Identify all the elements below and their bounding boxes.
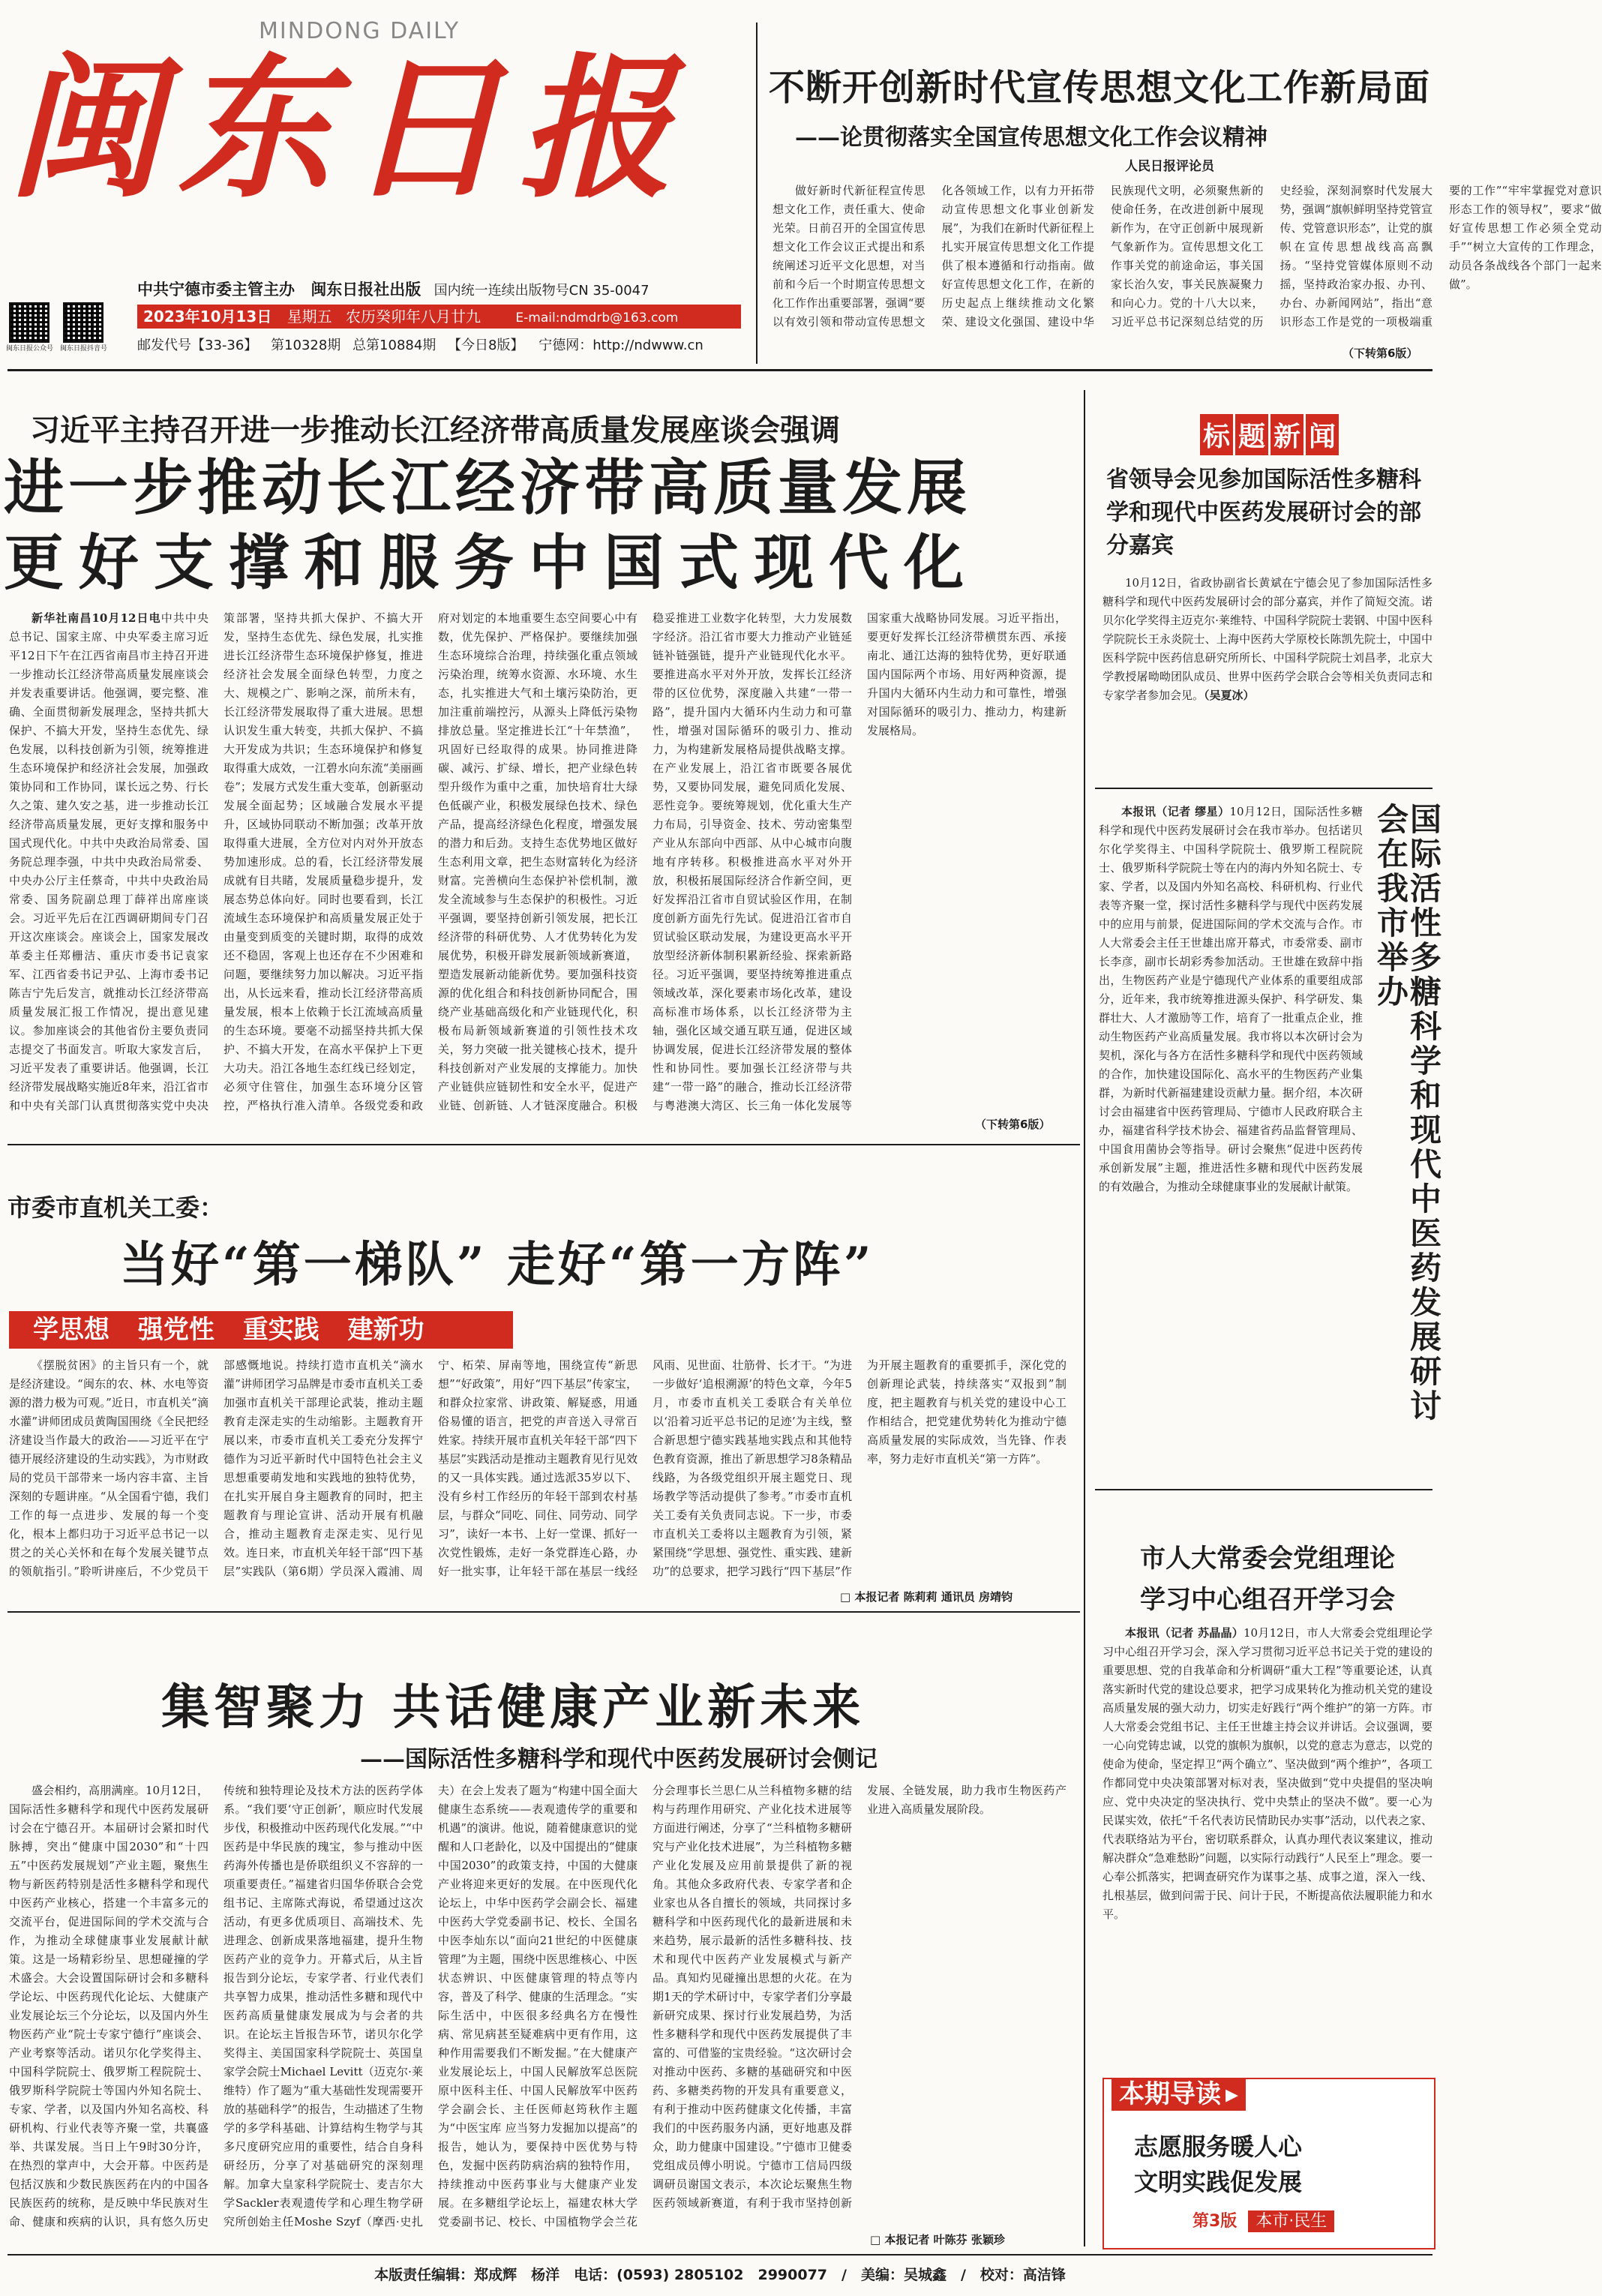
preview-label-text: 本期导读 (1119, 2079, 1221, 2109)
arrow-icon: ▸ (1226, 2079, 1239, 2109)
lead-text-body: 中共中央总书记、国家主席、中央军委主席习近平12日下午在江西省南昌市主持召开进一步推动长江经济带高质量发展座谈会并发表重要讲话。他强调，要完整、准确、全面贯彻新发展理念，坚持共抓大保护、不搞大开发，坚持生态优先、绿色发展，以科技创新为引领，统筹推进生态环境保护和经济社会发展，加强政策协同和工作协同，谋长远之势、行长久之策、建久安之基，进一步推动长江经济带高质量发展，更好支撑和服务中国式现代化。中共中央政治局常委、国务院总理李强，中共中央政治局常委、中央办公厅主任蔡奇，中共中央政治局常委、国务院副总理丁薛祥出席座谈会。习近平先后在江西调研期间专门召开这次座谈会。座谈会上，国家发展改革委主任郑栅洁、重庆市委书记袁家军、江西省委书记尹弘、上海市委书记陈吉宁先后发言，就推动长江经济带高质量发展汇报工作情况，提出意见建议。参加座谈会的其他省份主要负责同志提交了书面发言。听取大家发言后，习近平发表了重要讲话。他强调，长江经济带发展战略实施近8年来，沿江省市和中央有关部门认真贯彻落实党中央决策部署，坚持共抓大保护、不搞大开发，坚持生态优先、绿色发展，扎实推进长江经济带生态环境保护修复，推进经济社会发展全面绿色转型，力度之大、规模之广、影响之深，前所未有，长江经济带发展取得了重大进展。思想认识发生重大转变，共抓大保护、不搞大开发成为共识；生态环境保护和修复取得重大成效，一江碧水向东流“美丽画卷”；发展方式发生重大变革，创新驱动发展全面起势；区域融合发展水平提升，区域协同联动不断加强；改革开放取得重大进展，全方位对内对外开放态势加速形成。总的看，长江经济带发展成就有目共睹，发展质量稳步提升，发展态势总体向好。同时也要看到，长江流域生态环境保护和高质量发展正处于由量变到质变的关键时期，取得的成效还不稳固，客观上也还存在不少困难和问题，要继续努力加以解决。习近平指出，从长远来看，推动长江经济带高质量发展，根本上依赖于长江流域高质量的生态环境。要毫不动摇坚持共抓大保护、不搞大开发，在高水平保护上下更大功夫。沿江各地生态红线已经划定，必须守住管住，加强生态环境分区管控，严格执行准入清单。各级党委和政府对划定的本地重要生态空间要心中有数，优先保护、严格保护。要继续加强生态环境综合治理，持续强化重点领域污染治理，统筹水资源、水环境、水生态，扎实推进大气和土壤污染防治，更加注重前端控污，从源头上降低污染物排放总量。坚定推进长江“十年禁渔”，巩固好已经取得的成果。协同推进降碳、减污、扩绿、增长，把产业绿色转型升级作为重中之重，加快培育壮大绿色低碳产业，积极发展绿色技术、绿色产品，提高经济绿色化程度，增强发展的潜力和后劲。支持生态优势地区做好生态利用文章，把生态财富转化为经济财富。完善横向生态保护补偿机制，激发全流域参与生态保护的积极性。习近平强调，要坚持创新引领发展，把长江经济带的科研优势、人才优势转化为发展优势，积极开辟发展新领域新赛道，塑造发展新动能新优势。要加强科技资源的优化组合和科技创新协同配合，围绕产业基础高级化和产业链现代化，积极布局新领域新赛道的引领性技术攻关，努力突破一批关键核心技术，提升科技创新对产业发展的支撑能力。加快产业链供应链韧性和安全水平，促进产业链、创新链、人才链深度融合。积极稳妥推进工业数字化转型，大力发展数字经济。沿江省市要大力推动产业链延链补链强链，提升产业链现代化水平。要推进高水平对外开放，发挥长江经济带的区位优势，深度融入共建“一带一路”，提升国内大循环内生动力和可靠性，增强对国际循环的吸引力、推动力，为构建新发展格局提供战略支撑。在产业发展上，沿江省市既要各展优势，又要协同发展，避免同质化发展、恶性竞争。要统筹规划，优化重大生产力布局，引导资金、技术、劳动密集型产业从东部向中西部、从中心城市向腹地有序转移。积极推进高水平对外开放，积极拓展国际经济合作新空间，更好发挥沿江省市自贸试验区作用，在制度创新方面先行先试。促进沿江省市自贸试验区联动发展，为建设更高水平开放型经济新体制积累新经验、探索新路径。习近平强调，要坚持统筹推进重点领域改革，深化要素市场化改革，建设高标准市场体系，以长江经济带为主轴，强化区域交通互联互通，促进区域协调发展，促进长江经济带发展的整体性和协同性。要加强长江经济带与共建“一带一路”的融合，推动长江经济带与粤港澳大湾区、长三角一体化发展等国家重大战略协同发展。习近平指出，要更好发挥长江经济带横贯东西、承接南北、通江达海的独特优势，更好联通国内国际两个市场、用好两种资源，提升国内大循环内生动力和可靠性，增强对国际循环的吸引力、推动力，构建新发展格局。 (9, 611, 1066, 1112)
rule-top (8, 369, 1432, 371)
publisher: 闽东日报社出版 (310, 281, 422, 299)
preview-page: 第3版 (1192, 2212, 1238, 2231)
qr2-label: 闽东日报抖音号 (60, 345, 108, 353)
sidebar1-text (1102, 574, 1432, 705)
lead-body (9, 609, 1066, 1121)
feature-text: 盛会相约，高朋满座。10月12日，国际活性多糖科学和现代中医药发展研讨会在宁德召开。本届研讨会紧扣时代脉搏，突出“健康中国2030”和“十四五”中医药发展规划”产业主题，聚焦生物与新医药特别是活性多糖科学和现代中医药产业核心，搭建一个丰富多元的交流平台，促进国际间的学术交流与合作，为推动全球健康事业发展献计献策。这是一场精彩纷呈、思想碰撞的学术盛会。大会设置国际研讨会和多糖科学论坛、中医药现代化论坛、大健康产业发展论坛三个分论坛，以及国内外生物医药产业“院士专家宁德行”座谈会、产业考察等活动。诺贝尔化学奖得主、中国科学院院士、俄罗斯工程院院士、俄罗斯科学院院士等国内外知名院士、专家、学者，以及国内外知名高校、科研机构、行业代表等齐聚一堂，共襄盛举、共谋发展。当日上午9时30分许，在热烈的掌声中，大会开幕。中医药是包括汉族和少数民族医药在内的中国各民族医药的统称，是反映中华民族对生命、健康和疾病的认识，具有悠久历史传统和独特理论及技术方法的医药学体系。“我们要‘守正创新’，顺应时代发展步伐，积极推动中医药现代化发展。”“中医药是中华民族的瑰宝，参与推动中医药海外传播也是侨联组织义不容辞的一项重要责任。”福建省归国华侨联合会党组书记、主席陈式海说，希望通过这次活动，有更多优质项目、高端技术、先进理念、创新成果落地福建，提升生物医药产业的竞争力。开幕式后，从主旨报告到分论坛，专家学者、行业代表们共享智力成果，推动活性多糖和现代中医药高质量健康发展成为与会者的共识。在论坛主旨报告环节，诺贝尔化学奖得主、美国国家科学院院士、英国皇家学会院士Michael Levitt（迈克尔·莱维特）作了题为“重大基础性发现需要开放的基础科学”的报告，生动描述了生物学的多学科基础、计算结构生物学与其多尺度研究应用的重要性，结合自身科研经历，分享了对基础研究的深刻理解。加拿大皇家科学院院士、麦吉尔大学Sackler表观遗传学和心理生物学研究所创始主任Moshe Szyf（摩西·史扎夫）在会上发表了题为“构建中国全面大健康生态系统——表观遗传学的重要和机遇”的演讲。他说，随着健康意识的觉醒和人口老龄化，以及中国提出的“健康中国2030”的政策支持，中国的大健康产业将迎来更好的发展。在中医现代化论坛上，中华中医药学会副会长、福建中医药大学党委副书记、校长、全国名中医李灿东以“面向21世纪的中医健康管理”为主题，围绕中医思维核心、中医状态辨识、中医健康管理的特点等内容，普及了科学、健康的生活理念。“实际生活中，中医很多经典名方在慢性病、常见病甚至疑难病中更有作用，这种作用需要我们不断发掘。”在大健康产业发展论坛上，中国人民解放军总医院原中医科主任、中国人民解放军中医药学会副会长、主任医师赵筠秋作主题为“中医宝库 应当努力发掘加以提高”的报告，她认为，要保持中医优势与特色，发掘中医药防病治病的独特作用，持续推动中医药事业与大健康产业发展。在多糖组学论坛上，福建农林大学党委副书记、校长、中国植物学会兰花分会理事长兰思仁从兰科植物多糖的结构与药理作用研究、产业化技术进展等方面进行阐述，分享了“兰科植物多糖研究与产业化技术进展”，为兰科植物多糖产业化发展及应用前景提供了新的视角。其他众多政府代表、专家学者和企业家也从各自擅长的领域，共同探讨多糖科学和中医药现代化的最新进展和未来趋势，展示最新的活性多糖科技、技术和现代中医药产业发展模式与新产品。真知灼见碰撞出思想的火花。在为期1天的学术研讨中，专家学者们分享最新研究成果、探讨行业发展趋势，为活性多糖科学和现代中医药发展提供了丰富的、可借鉴的宝贵经验。“这次研讨会对推动中医药、多糖的基础研究和中医药、多糖类药物的开发具有重要意义，有利于推动中医药健康文化传播，丰富我们的中医药服务内涵，更好地惠及群众，助力健康中国建设。”宁德市卫健委党组成员傅小明说。宁德市工信局四级调研员谢国文表示，本次论坛聚焦生物医药领域新赛道，有利于我市坚持创新发展、全链发展，助力我市生物医药产业进入高质量发展阶段。 (9, 1784, 1066, 2228)
rule-mid1 (8, 1144, 1080, 1145)
npc-title-line2: 学习中心组召开学习会 (1140, 1585, 1395, 1615)
banner-item-1: 学思想 (33, 1315, 110, 1345)
preview-label (1112, 2078, 1246, 2111)
qr-code-wechat (9, 302, 50, 343)
editorial-text: 做好新时代新征程宣传思想文化工作，责任重大、使命光荣。日前召开的全国宣传思想文化工作会议正式提出和系统阐述习近平文化思想，对当前和今后一个时期宣传思想文化工作作出重要部署，强调“要以有效引领和带动宣传思想文化各领域工作，以有力开拓带动宣传思想文化事业创新发展”，为我们在新时代新征程上扎实开展宣传思想文化工作提供了根本遵循和行动指南。做好宣传思想文化工作，在新的历史起点上继续推动文化繁荣、建设文化强国、建设中华民族现代文明，必须聚焦新的使命任务，在改进创新中展现新作为，在守正创新中展现新气象新作为。宣传思想文化工作事关党的前途命运，事关国家长治久安，事关民族凝聚力和向心力。党的十八大以来，习近平总书记深刻总结党的历史经验，深刻洞察时代发展大势，强调“旗帜鲜明坚持党管宣传、党管意识形态”，让党的旗帜在宣传思想战线高高飘扬。“坚持党管媒体原则不动摇，坚持政治家办报、办刊、办台、办新闻网站”，指出“意识形态工作是党的一项极端重要的工作”“牢牢掌握党对意识形态工作的领导权”，要求“做好宣传思想工作必须全党动手”“树立大宣传的工作理念，动员各条战线各个部门一起来做”。 (772, 184, 1602, 329)
lead-dateline: 新华社南昌10月12日电 (32, 611, 161, 625)
feature-subtitle: ——国际活性多糖科学和现代中医药发展研讨会侧记 (360, 1746, 878, 1772)
qr-code-douyin (63, 302, 104, 343)
email: E-mail:ndmdrb@163.com (515, 311, 679, 326)
editorial-title: 不断开创新时代宣传思想文化工作新局面 (769, 67, 1431, 109)
news2-vertical-title: 国际活性多糖科学和现代中医药发展研讨会在我市举办 (1372, 803, 1442, 1424)
lead-continued: （下转第6版） (975, 1118, 1051, 1131)
website: 宁德网：http://ndwww.cn (538, 338, 704, 353)
news2-text-body: 10月12日，国际活性多糖科学和现代中医药发展研讨会在我市举办。包括诺贝尔化学奖得主、中国科学院院士、俄罗斯工程院院士、俄罗斯科学院院士等在内的海内外知名院士、专家、学者，以及国内外知名高校、科研机构、行业代表等齐聚一堂，探讨活性多糖科学与现代中医药发展中的应用与前景，促进国际间的学术交流与合作。市人大常委会主任王世雄出席开幕式，市委常委、副市长李彦，副市长胡彩秀参加活动。王世雄在致辞中指出，生物医药产业是宁德现代产业体系的重要组成部分，近年来，我市统筹推进源头保护、科学研发、集群壮大、人才激励等工作，培育了一批重点企业，推动生物医药产业高质量发展。我市将以本次研讨会为契机，深化与各方在活性多糖科学和现代中医药领域的合作，加快建设国际化、高水平的生物医药产业集群，为新时代新福建建设贡献力量。据介绍，本次研讨会由福建省中医药管理局、宁德市人民政府联合主办，福建省科学技术协会、福建省药品监督管理局、中国食用菌协会等指导。研讨会聚焦“促进中医药传承创新发展”主题，推进活性多糖和现代中医药发展的有效融合，为推动全球健康事业的发展献计献策。 (1099, 805, 1363, 1193)
tag-char-4: 闻 (1306, 414, 1339, 455)
issn: 国内统一连续出版物号CN 35-0047 (434, 283, 650, 299)
banner-item-2: 强党性 (137, 1315, 214, 1345)
gov-title: 当好“第一梯队” 走好“第一方阵” (120, 1237, 874, 1293)
preview-title-line2: 文明实践促发展 (1134, 2168, 1303, 2196)
gov-text: 《摆脱贫困》的主旨只有一个，就是经济建设。“闽东的农、林、水电等资源的潜力极为可观。”近日，市直机关“滴水灌”讲师团成员黄陶国围绕《全民把经济建设当作最大的政治——习近平在宁德开展经济建设的生动实践》，为市财政局的党员干部带来一场内容丰富、主旨深刻的专题讲座。“从全国看宁德，我们工作的每一点进步、发展的每一个变化，根本上都归功于习近平总书记一以贯之的关心关怀和在每个发展关键节点的领航指引。”聆听讲座后，不少党员干部感慨地说。持续打造市直机关“滴水灌”讲师团学习品牌是市委市直机关工委加强市直机关干部理论武装，推动主题教育走深走实的生动缩影。主题教育开展以来，市委市直机关工委充分发挥宁德作为习近平新时代中国特色社会主义思想重要萌发地和实践地的独特优势，在扎实开展自身主题教育的同时，把主题教育与理论宣讲、活动开展有机融合，推动主题教育走深走实、见行见效。连日来，市直机关年轻干部“四下基层”实践队（第6期）学员深入霞浦、周宁、柘荣、屏南等地，围绕宣传“新思想”“好政策”，用好“四下基层”传家宝，和群众拉家常、讲政策、解疑惑，用通俗易懂的语言，把党的声音送入寻常百姓家。持续开展市直机关年轻干部“四下基层”实践活动是推动主题教育见行见效的又一具体实践。通过选派35岁以下、没有乡村工作经历的年轻干部到农村基层，与群众“同吃、同住、同劳动、同学习”，读好一本书、上好一堂课、抓好一次党性锻炼，走好一条党群连心路，办好一批实事，让年轻干部在基层一线经风雨、见世面、壮筋骨、长才干。“为进一步做好‘追根溯源’的特色文章，今年5月，市委市直机关工委联合有关单位以‘沿着习近平总书记的足迹’为主线，整合新思想宁德实践基地实践点和其他特色教育资源，推出了新思想学习8条精品线路，为各级党组织开展主题党日、现场教学等活动提供了参考。”市委市直机关工委有关负责同志说。下一步，市委市直机关工委将以主题教育为引领，紧紧围绕“学思想、强党性、重实践、建新功”的总要求，把学习践行“四下基层”作为开展主题教育的重要抓手，深化党的创新理论武装，持续落实“双报到”制度，把主题教育与机关党的建设中心工作相结合，把党建优势转化为推动宁德高质量发展的实际成效，当先锋、作表率，努力走好市直机关“第一方阵”。 (9, 1358, 1066, 1578)
npc-text (1102, 1624, 1432, 1924)
news2-byline: 本报讯（记者 缪星） (1121, 805, 1230, 818)
gov-kicker: 市委市直机关工委： (8, 1193, 224, 1222)
editorial-continued: （下转第6版） (1342, 347, 1418, 360)
feature-body (9, 1781, 1066, 2231)
issue-info-line (137, 335, 704, 354)
npc-byline: 本报讯（记者 苏晶晶） (1125, 1626, 1244, 1640)
gov-body (9, 1356, 1066, 1590)
lead-text (9, 609, 1066, 1121)
date-bar (137, 305, 741, 329)
gov-banner (9, 1311, 513, 1349)
preview-title-line1: 志愿服务暖人心 (1134, 2132, 1303, 2161)
masthead-publisher-line (137, 278, 650, 300)
right-column-divider (1084, 390, 1085, 1260)
news2-body (1099, 803, 1363, 1470)
postal-code: 邮发代号【33-36】 (137, 338, 258, 353)
sponsor: 中共宁德市委主管主办 (137, 281, 295, 299)
footer-credits: 本版责任编辑：郑成辉 杨洋 电话：(0593) 2805102 2990077 / 美编：吴城鑫 / 校对：高洁锋 (374, 2267, 1066, 2283)
sidebar1-author: （吴夏冰） (1204, 689, 1255, 702)
feature-author: □ 本报记者 叶陈芬 张颖珍 (870, 2233, 1005, 2246)
npc-title-line1: 市人大常委会党组理论 (1140, 1544, 1395, 1574)
banner-item-3: 重实践 (242, 1315, 320, 1345)
npc-body (1102, 1624, 1432, 2066)
sidebar1-text-body: 10月12日，省政协副省长黄斌在宁德会见了参加国际活性多糖科学和现代中医药发展研讨会的部分嘉宾，并作了简短交流。诺贝尔化学奖得主迈克尔·莱维特、中国科学院院士裴钢、中国中医科学院院长王永炎院士、上海中医药大学原校长陈凯先院士，中国中医科学院中医药信息研究所所长、中国科学院院士刘昌孝，北京大学教授屠呦呦团队成员、世界中医药学会联合会等相关负责同志和专家学者参加会见。 (1102, 576, 1432, 702)
editorial-subtitle: ——论贯彻落实全国宣传思想文化工作会议精神 (795, 125, 1268, 151)
sidebar1-body (1102, 574, 1432, 758)
npc-top-rule (1095, 1489, 1432, 1490)
editorial-body (772, 182, 1602, 347)
preview-page-ref (1192, 2208, 1334, 2231)
rule-mid2 (8, 1611, 1080, 1613)
total-issue: 总第10884期 (352, 338, 436, 353)
lead-title-line1: 进一步推动长江经济带高质量发展 (4, 452, 971, 523)
tag-char-1: 标 (1200, 414, 1233, 455)
lead-title-line2: 更好支撑和服务中国式现代化 (4, 527, 979, 598)
lead-kicker: 习近平主持召开进一步推动长江经济带高质量发展座谈会强调 (30, 413, 840, 448)
issue-number: 第10328期 (271, 338, 341, 353)
tag-char-2: 题 (1235, 414, 1268, 455)
preview-section: 本市·民生 (1248, 2210, 1334, 2232)
editorial-byline: 人民日报评论员 (1125, 159, 1214, 174)
headline-news-tag (1200, 414, 1339, 455)
qr1-label: 闽东日报公众号 (6, 345, 54, 353)
masthead-english-name: MINDONG DAILY (259, 18, 460, 44)
weekday: 星期五 (286, 308, 332, 326)
masthead-divider (756, 23, 758, 364)
sidebar1-rule (1095, 788, 1432, 789)
npc-text-body: 10月12日，市人大常委会党组理论学习中心组召开学习会，深入学习贯彻习近平总书记关于党的建设的重要思想、党的自我革命和分析调研“重大工程”等重要论述，认真落实新时代党的建设总要求，把学习成果转化为推动机关党的建设高质量发展的强大动力，切实走好践行“两个维护”的第一方阵。市人大常委会党组书记、主任王世雄主持会议并讲话。会议强调，要一心向党铸忠诚，以党的旗帜为旗帜，以党的意志为意志，以党的使命为使命，坚定捍卫“两个确立”、坚决做到“两个维护”，各项工作都同党中央决策部署对标对表，坚决做到“党中央提倡的坚决响应、党中央决定的坚决执行、党中央禁止的坚决不做”。要一心为民谋实效，依托“千名代表访民情助民办实事”活动，以代表之家、代表联络站为平台，密切联系群众，认真办理代表议案建议，推动解决群众“急难愁盼”问题，以实际行动践行“人民至上”理念。要一心奉公抓落实，把调查研究作为谋事之基、成事之道，深入一线、扎根基层，做到问需于民、问计于民，不断提高依法履职能力和水平。 (1102, 1626, 1432, 1921)
right-column-divider-2 (1084, 1260, 1085, 2246)
gov-author: □ 本报记者 陈莉莉 通讯员 房靖钧 (840, 1590, 1013, 1604)
page-count: 【今日8版】 (448, 338, 524, 353)
feature-title: 集智聚力 共话健康产业新未来 (161, 1679, 866, 1736)
footer-rule (8, 2254, 1432, 2255)
sidebar1-title: 省领导会见参加国际活性多糖科学和现代中医药发展研讨会的部分嘉宾 (1106, 467, 1421, 559)
lunar-date: 农历癸卯年八月廿九 (346, 308, 482, 326)
banner-item-4: 建新功 (347, 1315, 424, 1345)
tag-char-3: 新 (1270, 414, 1304, 455)
preview-box[interactable] (1102, 2078, 1436, 2249)
news2-text (1099, 803, 1363, 1196)
masthead-logo: 闽东日报 (8, 39, 688, 219)
issue-date: 2023年10月13日 (143, 308, 272, 326)
